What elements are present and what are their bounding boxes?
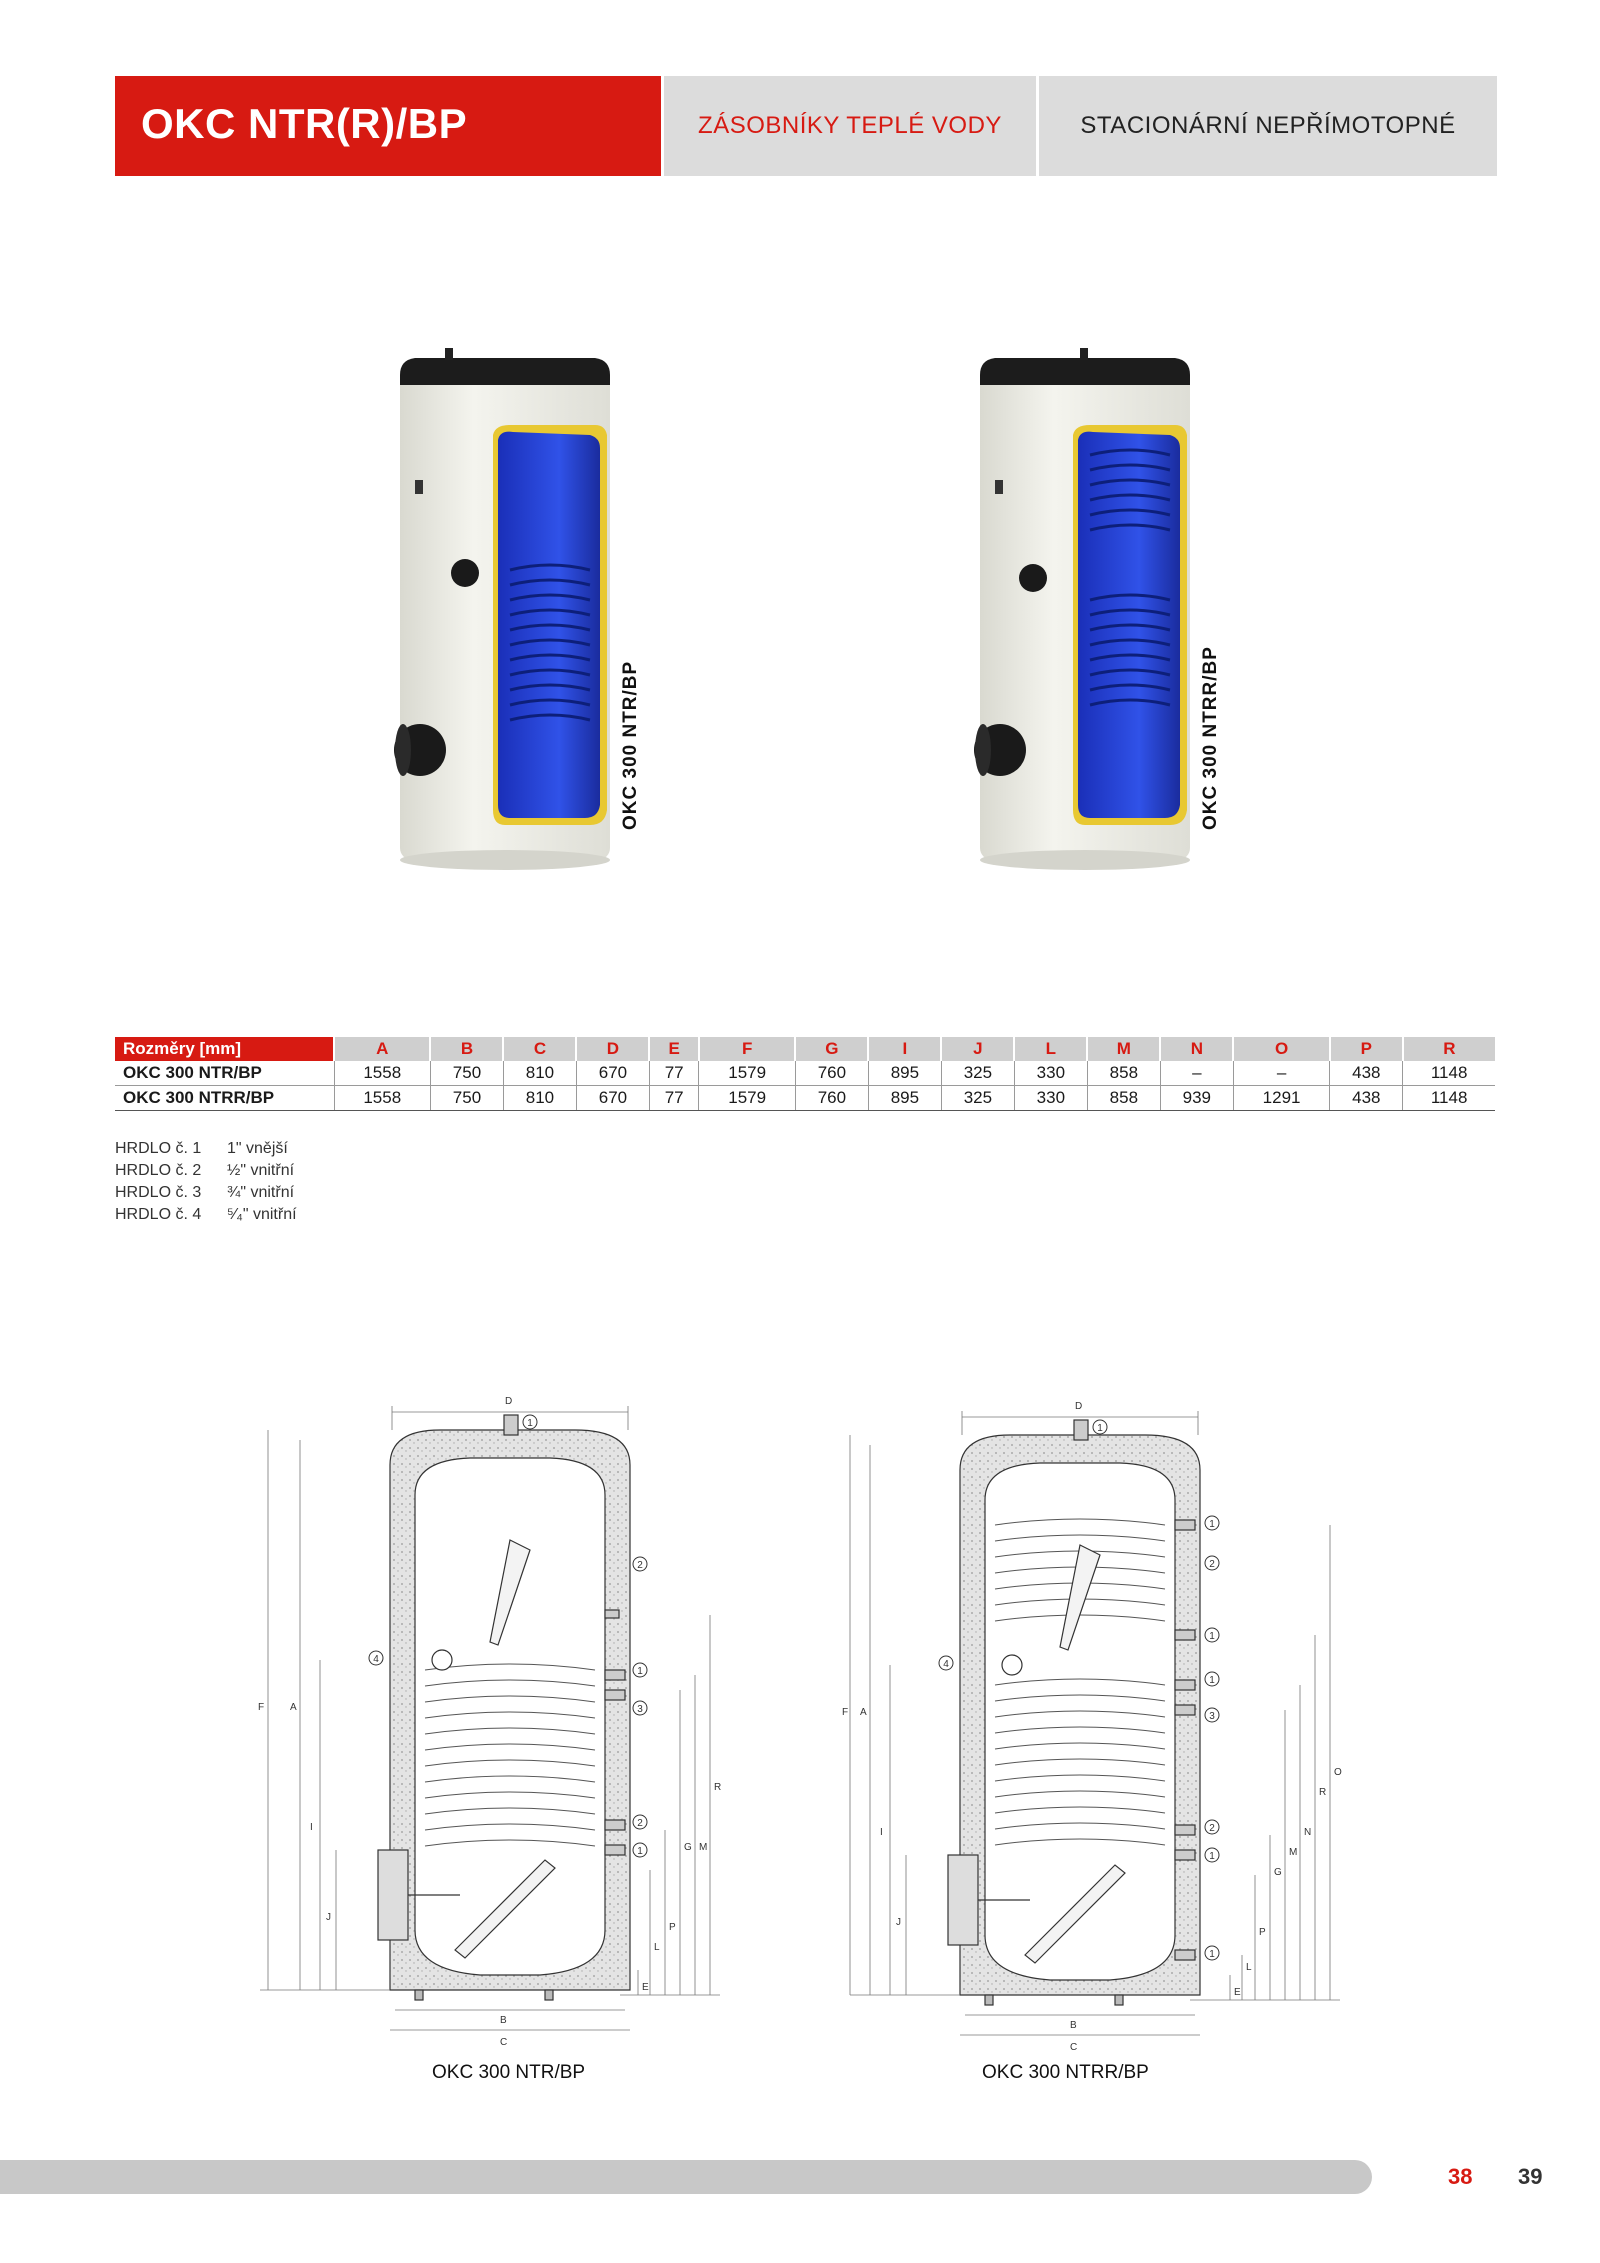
header-subcategory: STACIONÁRNÍ NEPŘÍMOTOPNÉ: [1080, 112, 1456, 139]
dim-label: L: [654, 1942, 660, 1953]
nozzle-label: 1: [637, 1666, 643, 1677]
col-header: D: [576, 1037, 649, 1061]
dim-label: P: [1259, 1927, 1266, 1938]
dim-label: G: [684, 1842, 692, 1853]
col-header: E: [649, 1037, 699, 1061]
table-cell: 325: [941, 1061, 1014, 1086]
dim-label: E: [642, 1982, 649, 1993]
dim-label: D: [505, 1396, 513, 1407]
col-header: I: [868, 1037, 941, 1061]
page-number-right: 39: [1518, 2164, 1543, 2189]
dim-label: P: [669, 1922, 676, 1933]
table-cell: 750: [430, 1086, 503, 1111]
dimensions-table: [115, 1037, 1495, 1111]
table-cell: 1291: [1233, 1086, 1329, 1111]
dim-label: I: [310, 1822, 313, 1833]
table-cell: 1148: [1403, 1086, 1495, 1111]
nozzle-label: 1: [637, 1846, 643, 1857]
table-cell: 858: [1087, 1086, 1160, 1111]
dim-label: E: [1234, 1987, 1241, 1998]
dim-label: R: [714, 1782, 722, 1793]
col-header: P: [1330, 1037, 1403, 1061]
dim-label: C: [500, 2037, 508, 2048]
nozzle-label: 2: [1209, 1559, 1215, 1570]
nozzle-label: 1: [1209, 1631, 1215, 1642]
table-cell: –: [1233, 1061, 1329, 1086]
dim-label: M: [699, 1842, 708, 1853]
col-header: N: [1160, 1037, 1233, 1061]
nozzle-label: 2: [1209, 1823, 1215, 1834]
col-header: M: [1087, 1037, 1160, 1061]
dim-label: B: [1070, 2020, 1077, 2031]
table-cell: 438: [1330, 1086, 1403, 1111]
nozzle-label: 1: [1209, 1949, 1215, 1960]
table-cell: 750: [430, 1061, 503, 1086]
col-header: O: [1233, 1037, 1329, 1061]
col-header: F: [699, 1037, 795, 1061]
table-cell: 1579: [699, 1061, 795, 1086]
table-header-label: Rozměry [mm]: [115, 1037, 334, 1061]
row-name: OKC 300 NTRR/BP: [115, 1086, 334, 1111]
nozzle-label: 1: [1097, 1423, 1103, 1434]
dim-label: O: [1334, 1767, 1342, 1778]
dim-label: M: [1289, 1847, 1298, 1858]
table-cell: 939: [1160, 1086, 1233, 1111]
dim-label: A: [290, 1702, 297, 1713]
table-cell: 760: [795, 1086, 868, 1111]
nozzle-label: 1: [527, 1418, 533, 1429]
table-cell: 77: [649, 1086, 699, 1111]
technical-drawing-ntrr: [842, 1395, 1370, 2053]
table-row: [115, 1061, 1495, 1086]
col-header: B: [430, 1037, 503, 1061]
dim-label: J: [326, 1912, 331, 1923]
dim-label: L: [1246, 1962, 1252, 1973]
table-cell: 1579: [699, 1086, 795, 1111]
table-cell: 438: [1330, 1061, 1403, 1086]
col-header: C: [503, 1037, 576, 1061]
table-cell: 810: [503, 1086, 576, 1111]
nozzle-label: 2: [637, 1818, 643, 1829]
dim-label: A: [860, 1707, 867, 1718]
drawing-caption-ntrr: OKC 300 NTRR/BP: [982, 2062, 1149, 2083]
table-cell: 325: [941, 1086, 1014, 1111]
dim-label: G: [1274, 1867, 1282, 1878]
nozzle-label: 3: [637, 1704, 643, 1715]
table-cell: 77: [649, 1061, 699, 1086]
table-cell: 330: [1014, 1086, 1087, 1111]
table-cell: 858: [1087, 1061, 1160, 1086]
drawing-caption-ntr: OKC 300 NTR/BP: [432, 2062, 586, 2083]
table-cell: 895: [868, 1086, 941, 1111]
dim-label: J: [896, 1917, 901, 1928]
header-category: ZÁSOBNÍKY TEPLÉ VODY: [698, 112, 1002, 139]
col-header: L: [1014, 1037, 1087, 1061]
product-image-ntrr: [975, 340, 1195, 870]
dim-label: F: [842, 1707, 849, 1718]
table-cell: 670: [576, 1086, 649, 1111]
col-header: G: [795, 1037, 868, 1061]
dim-label: I: [880, 1827, 883, 1838]
footer-bar: [0, 2160, 1372, 2194]
nozzle-label: 1: [1209, 1675, 1215, 1686]
nozzle-label: 4: [943, 1659, 949, 1670]
dim-label: F: [258, 1702, 265, 1713]
dim-label: N: [1304, 1827, 1312, 1838]
page-title: OKC NTR(R)/BP: [141, 100, 468, 147]
note-line: HRDLO č. 4 ⁵⁄₄" vnitřní: [115, 1206, 297, 1223]
table-cell: –: [1160, 1061, 1233, 1086]
table-header-row: [115, 1037, 1495, 1061]
row-name: OKC 300 NTR/BP: [115, 1061, 334, 1086]
technical-drawing-ntr: [240, 1390, 760, 2048]
note-line: HRDLO č. 3 ¾" vnitřní: [115, 1184, 295, 1201]
note-line: HRDLO č. 1 1" vnější: [115, 1140, 288, 1157]
nozzle-label: 4: [373, 1654, 379, 1665]
nozzle-label: 1: [1209, 1851, 1215, 1862]
table-cell: 670: [576, 1061, 649, 1086]
dim-label: C: [1070, 2042, 1078, 2053]
nozzle-label: 2: [637, 1560, 643, 1571]
dim-label: R: [1319, 1787, 1327, 1798]
product-label-ntr: OKC 300 NTR/BP: [620, 660, 641, 830]
product-label-ntrr: OKC 300 NTRR/BP: [1200, 646, 1221, 830]
dim-label: D: [1075, 1401, 1083, 1412]
product-image-ntr: [395, 340, 615, 870]
col-header: R: [1403, 1037, 1495, 1061]
col-header: A: [334, 1037, 430, 1061]
table-cell: 1148: [1403, 1061, 1495, 1086]
table-row: [115, 1086, 1495, 1111]
table-cell: 330: [1014, 1061, 1087, 1086]
page-number-left: 38: [1448, 2164, 1473, 2189]
dim-label: B: [500, 2015, 507, 2026]
nozzle-label: 1: [1209, 1519, 1215, 1530]
table-cell: 810: [503, 1061, 576, 1086]
table-cell: 760: [795, 1061, 868, 1086]
note-line: HRDLO č. 2 ½" vnitřní: [115, 1162, 295, 1179]
col-header: J: [941, 1037, 1014, 1061]
table-cell: 1558: [334, 1061, 430, 1086]
table-cell: 895: [868, 1061, 941, 1086]
table-cell: 1558: [334, 1086, 430, 1111]
nozzle-label: 3: [1209, 1711, 1215, 1722]
